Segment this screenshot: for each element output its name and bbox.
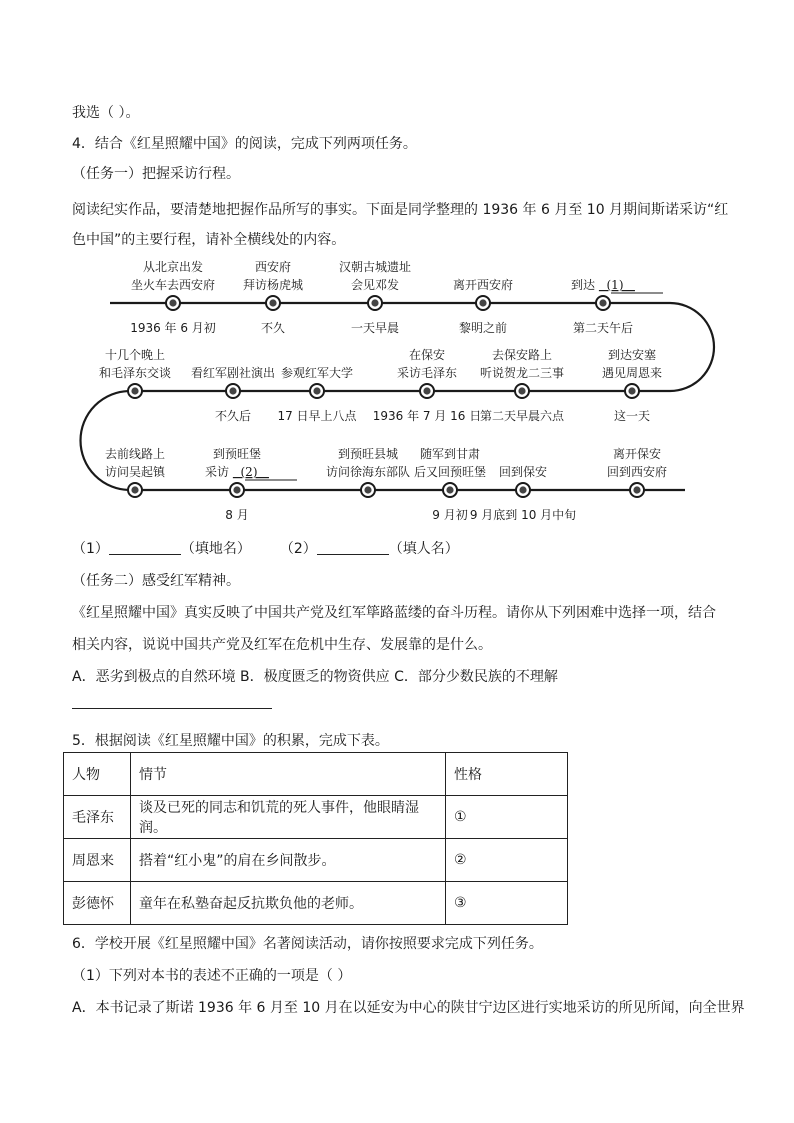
timeline-node-dot: [633, 486, 640, 493]
header-plot: 情节: [131, 753, 446, 796]
timeline-event-label: 西安府: [254, 260, 292, 274]
timeline-event-label: 和毛泽东交谈: [98, 366, 172, 380]
q6-sub1: （1）下列对本书的表述不正确的一项是（ ）: [72, 968, 352, 984]
task2-options: A．恶劣到极点的自然环境 B．极度匮乏的物资供应 C．部分少数民族的不理解: [72, 669, 558, 685]
timeline-event-label: 随军到甘肃: [419, 447, 481, 461]
timeline-event-label: 参观红军大学: [280, 366, 354, 380]
timeline-node-dot: [364, 486, 371, 493]
task2-title: （任务二）感受红军精神。: [72, 573, 240, 589]
task1-title: （任务一）把握采访行程。: [72, 166, 240, 182]
timeline-event-label: 离开西安府: [452, 278, 514, 292]
timeline-event-label: 离开保安: [612, 447, 662, 461]
timeline-node-dot: [269, 299, 276, 306]
timeline-event-label: 会见邓发: [350, 278, 400, 292]
task1-intro-line2: 色中国”的主要行程，请补全横线处的内容。: [72, 232, 346, 248]
timeline-event-label: 听说贺龙二三事: [479, 366, 565, 380]
table-header-row: [64, 753, 568, 796]
fill-blank-line: [72, 538, 459, 558]
timeline-time-label: 第二天早晨六点: [479, 409, 565, 423]
table-row: [64, 882, 568, 925]
cell-person: 周恩来: [64, 839, 131, 882]
timeline-event-label: 十几个晚上: [104, 348, 166, 362]
timeline-event-label: 汉朝古城遗址: [338, 260, 412, 274]
timeline-event-label: 在保安: [408, 348, 446, 362]
header-character: 性格: [446, 753, 568, 796]
task2-line1: 《红星照耀中国》真实反映了中国共产党及红军筚路蓝缕的奋斗历程。请你从下列困难中选择一项，结合: [72, 605, 716, 621]
timeline-time-label: 黎明之前: [458, 321, 508, 335]
timeline-node-dot: [169, 299, 176, 306]
timeline-time-label: 9 月初: [432, 508, 468, 522]
timeline-event-label: 采访毛泽东: [396, 366, 458, 380]
timeline-event-label: 看红军剧社演出: [190, 366, 276, 380]
timeline-time-label: 9 月底到 10 月中旬: [469, 508, 577, 522]
timeline-time-label: 不久后: [214, 409, 252, 423]
table-row: [64, 839, 568, 882]
timeline-event-label: 到达 (1): [571, 278, 635, 292]
blank-2-hint: （填人名）: [388, 541, 459, 557]
timeline-time-label: 第二天午后: [572, 321, 634, 335]
timeline-time-label: 不久: [260, 321, 286, 335]
timeline-event-label: 回到保安: [498, 465, 548, 479]
cell-character[interactable]: ③: [446, 882, 568, 925]
answer-choice-line: 我选（ ）。: [72, 105, 140, 121]
task2-line2: 相关内容，说说中国共产党及红军在危机中生存、发展靠的是什么。: [72, 637, 492, 653]
answer-line[interactable]: [72, 708, 272, 709]
timeline-time-label: 1936 年 7 月 16 日: [372, 409, 482, 423]
itinerary-timeline: [70, 255, 730, 525]
timeline-time-label: 1936 年 6 月初: [130, 321, 216, 335]
timeline-event-label: 到达安塞: [607, 348, 657, 362]
timeline-event-label: 访问徐海东部队: [325, 465, 411, 479]
timeline-event-label: 遇见周恩来: [601, 366, 663, 380]
timeline-node-dot: [518, 387, 525, 394]
timeline-node-dot: [479, 299, 486, 306]
timeline-event-label: 采访 (2): [205, 465, 269, 479]
cell-person: 毛泽东: [64, 796, 131, 839]
timeline-node-dot: [131, 486, 138, 493]
blank-1-field[interactable]: [109, 540, 181, 555]
timeline-event-label: 去保安路上: [491, 348, 553, 362]
timeline-blank[interactable]: (1): [598, 278, 635, 292]
task1-intro-line1: 阅读纪实作品，要清楚地把握作品所写的事实。下面是同学整理的 1936 年 6 月至 10 月期间斯诺采访“红: [72, 202, 729, 218]
timeline-node-dot: [599, 299, 606, 306]
q6-option-a: A．本书记录了斯诺 1936 年 6 月至 10 月在以延安为中心的陕甘宁边区进行实地采访的所见所闻，向全世界: [72, 1000, 745, 1016]
cell-plot: 童年在私塾奋起反抗欺负他的老师。: [131, 882, 446, 925]
timeline-node-dot: [233, 486, 240, 493]
cell-plot: 谈及已死的同志和饥荒的死人事件，他眼睛湿润。: [131, 796, 446, 839]
blank-1-hint: （填地名）: [180, 541, 251, 557]
cell-character[interactable]: ①: [446, 796, 568, 839]
timeline-time-label: 17 日早上八点: [277, 409, 357, 423]
blank-2-field[interactable]: [317, 540, 389, 555]
timeline-event-label: 到预旺县城: [337, 447, 399, 461]
timeline-node-dot: [131, 387, 138, 394]
question-6-title: 6．学校开展《红星照耀中国》名著阅读活动，请你按照要求完成下列任务。: [72, 936, 543, 952]
timeline-node-dot: [229, 387, 236, 394]
timeline-event-label: 拜访杨虎城: [242, 278, 304, 292]
timeline-node-dot: [628, 387, 635, 394]
cell-plot: 搭着“红小鬼”的肩在乡间散步。: [131, 839, 446, 882]
timeline-blank[interactable]: (2): [232, 465, 269, 479]
timeline-event-label: 到预旺堡: [212, 447, 262, 461]
timeline-node-dot: [313, 387, 320, 394]
cell-character[interactable]: ②: [446, 839, 568, 882]
timeline-time-label: 8 月: [225, 508, 249, 522]
header-person: 人物: [64, 753, 131, 796]
timeline-node-dot: [446, 486, 453, 493]
timeline-event-label: 后又回预旺堡: [413, 465, 487, 479]
question-5-title: 5．根据阅读《红星照耀中国》的积累，完成下表。: [72, 733, 389, 749]
timeline-time-label: 一天早晨: [350, 321, 400, 335]
timeline-event-label: 坐火车去西安府: [130, 278, 216, 292]
timeline-node-dot: [519, 486, 526, 493]
cell-person: 彭德怀: [64, 882, 131, 925]
timeline-node-dot: [423, 387, 430, 394]
timeline-event-label: 去前线路上: [104, 447, 166, 461]
character-table: [63, 752, 568, 925]
timeline-time-label: 这一天: [613, 409, 651, 423]
blank-1-label: （1）: [72, 541, 109, 557]
timeline-event-label: 从北京出发: [142, 260, 204, 274]
table-row: [64, 796, 568, 839]
timeline-event-label: 回到西安府: [606, 465, 668, 479]
blank-2-label: （2）: [279, 541, 317, 557]
timeline-node-dot: [371, 299, 378, 306]
question-4-title: 4．结合《红星照耀中国》的阅读，完成下列两项任务。: [72, 136, 417, 152]
timeline-event-label: 访问吴起镇: [104, 465, 166, 479]
